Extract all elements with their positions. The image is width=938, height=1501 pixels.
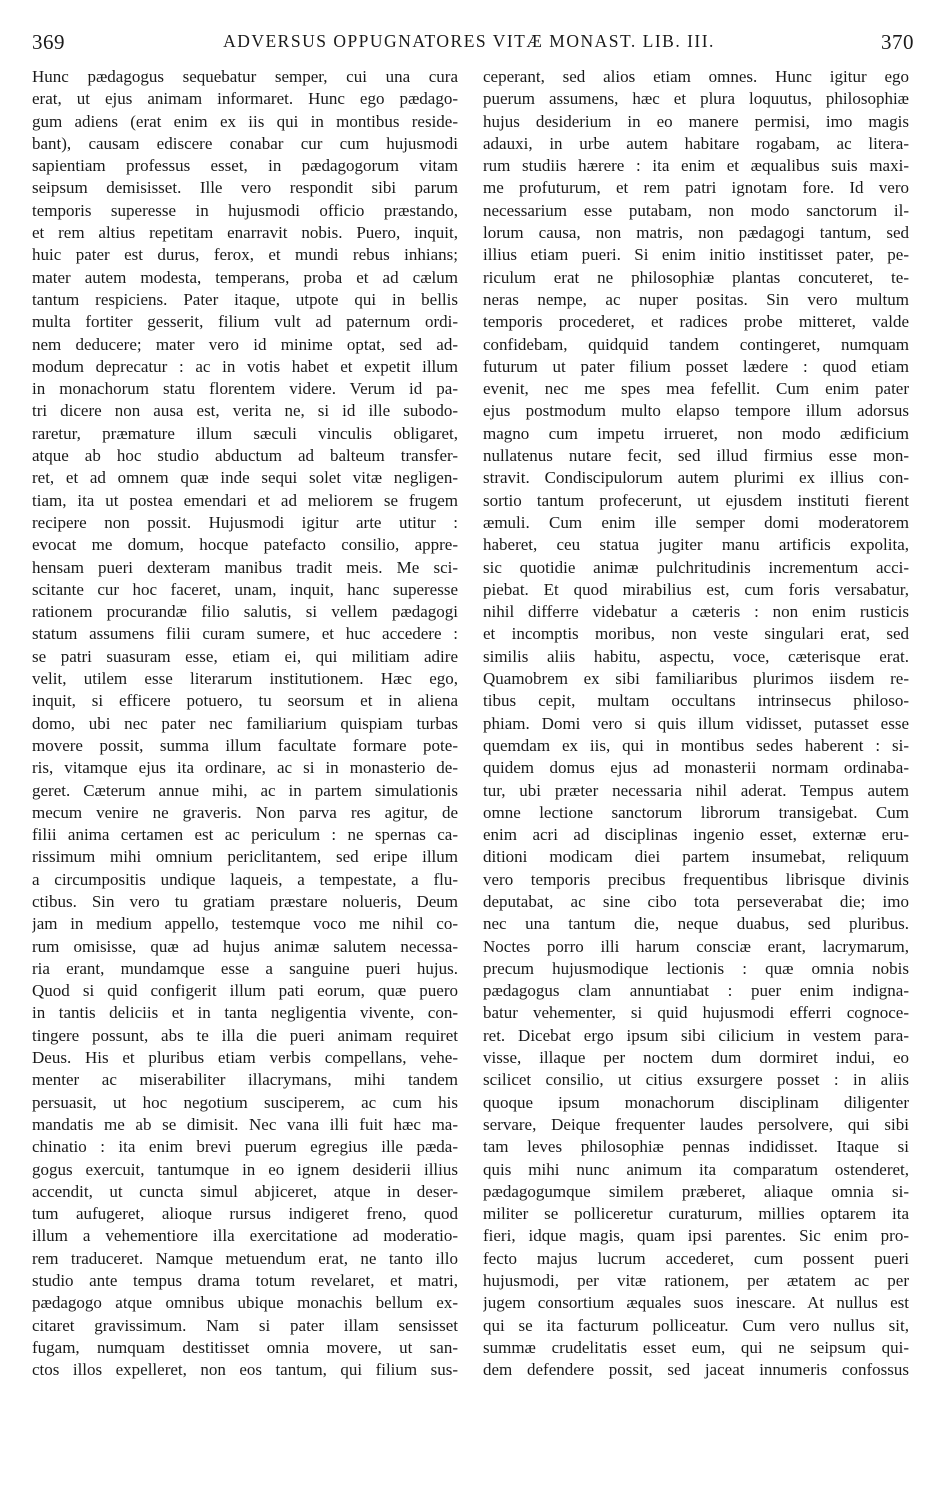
text-line: sapientiam professus esset, in pædagogorum vitam xyxy=(32,156,458,176)
text-line: batur vehementer, si quid hujusmodi efferri cognoce- xyxy=(483,1003,909,1023)
text-line: tiam, ita ut postea emendari et ad meliorem se frugem xyxy=(32,490,458,510)
text-line: vero temporis precibus frequentibus librisque divinis xyxy=(483,869,909,889)
text-line: persuasit, ut hoc negotium susciperem, ac cum his xyxy=(32,1092,458,1112)
text-line: gum adiens (erat enim ex iis qui in montibus reside- xyxy=(32,111,458,131)
text-line: ctos illos expelleret, non eos tantum, qui filium sus- xyxy=(32,1360,458,1380)
text-line: rum studiis hærere : ita enim et æqualibus suis maxi- xyxy=(483,156,909,176)
text-line: visse, illaque per noctem dum dormiret indui, eo xyxy=(483,1048,909,1068)
text-line: me profuturum, et rem patri ignotam fore. Id vero xyxy=(483,178,909,198)
text-line: inquit, si efficere potuero, tu seorsum et in aliena xyxy=(32,691,458,711)
text-line: quoque ipsum monachorum disciplinam diligenter xyxy=(483,1092,909,1112)
text-line: riculum erat ne philosophiæ plantas concuteret, te- xyxy=(483,267,909,287)
text-line: rem traduceret. Namque metuendum erat, ne tanto illo xyxy=(32,1248,458,1268)
text-line: necessarium esse putabam, non modo sanctorum il- xyxy=(483,200,909,220)
text-column-left xyxy=(32,66,458,1496)
text-line: precum hujusmodique lectionis : quæ omnia nobis xyxy=(483,958,909,978)
text-line: mandatis me ab se dimisit. Nec vana illi fuit hæc ma- xyxy=(32,1114,458,1134)
text-line: rissimum mihi omnium periclitantem, sed eripe illum xyxy=(32,847,458,867)
text-line: illum a vehementiore illa exercitatione ad moderatio- xyxy=(32,1226,458,1246)
text-line: similis aliis habitu, aspectu, voce, cæterisque erat. xyxy=(483,646,909,666)
text-line: fecto majus lucrum accederet, cum possent pueri xyxy=(483,1248,909,1268)
text-line: fieri, idque magis, quam ipsi parentes. Sic enim pro- xyxy=(483,1226,909,1246)
text-line: citaret gravissimum. Nam si pater illam sensisset xyxy=(32,1315,458,1335)
text-line: mecum venire ne graveris. Non parva res agitur, de xyxy=(32,802,458,822)
text-line: summæ crudelitatis esset eum, qui ne seipsum qui- xyxy=(483,1337,909,1357)
text-line: ditioni modicam diei partem insumebat, reliquum xyxy=(483,847,909,867)
text-line: hensam pueri dexteram manibus tradit meis. Me sci- xyxy=(32,557,458,577)
text-line: pædagogo atque omnibus ubique monachis bellum ex- xyxy=(32,1293,458,1313)
text-line: ria erant, mundamque esse a sanguine pueri hujus. xyxy=(32,958,458,978)
text-line: qui se ita facturum polliceatur. Cum vero nullus sit, xyxy=(483,1315,909,1335)
text-line: gogus exercuit, tantumque in eo ignem desiderii illius xyxy=(32,1159,458,1179)
text-line: phiam. Domi vero si quis illum vidisset, putasset esse xyxy=(483,713,909,733)
text-line: scitante cur hoc faceret, unam, inquit, hanc superesse xyxy=(32,579,458,599)
text-line: nullatenus nutare fecit, sed illud firmius esse mon- xyxy=(483,446,909,466)
text-line: bant), causam ediscere conabar cur cum hujusmodi xyxy=(32,133,458,153)
text-line: pædagogumque similem præberet, aliaque omnia si- xyxy=(483,1181,909,1201)
page-header xyxy=(0,0,938,60)
text-line: et rem altius repetitam enarravit nobis. Puero, inquit, xyxy=(32,223,458,243)
text-line: omne lectione sanctorum librorum transigebat. Cum xyxy=(483,802,909,822)
text-line: in tantis deliciis et in tanta negligentia vivente, con- xyxy=(32,1003,458,1023)
text-line: illius etiam pueri. Si enim initio institisset pater, pe- xyxy=(483,245,909,265)
text-line: recipere non possit. Hujusmodi igitur arte utitur : xyxy=(32,512,458,532)
text-line: Quamobrem ex sibi familiaribus plurimos iisdem re- xyxy=(483,669,909,689)
text-line: quemdam ex iis, qui in montibus sedes haberent : si- xyxy=(483,735,909,755)
text-line: filii anima certamen est ac periculum : ne spernas ca- xyxy=(32,825,458,845)
text-line: nec una tantum die, neque duabus, sed pluribus. xyxy=(483,914,909,934)
text-line: ret. Dicebat ergo ipsum sibi cilicium in vestem para- xyxy=(483,1025,909,1045)
text-line: tur, ubi præter necessaria nihil aderat. Tempus autem xyxy=(483,780,909,800)
text-line: Noctes porro illi harum consciæ erant, lacrymarum, xyxy=(483,936,909,956)
text-line: velit, utilem esse literarum institutionem. Hæc ego, xyxy=(32,669,458,689)
text-line: geret. Cæterum annue mihi, ac in partem simulationis xyxy=(32,780,458,800)
text-line: menter ac miserabiliter illacrymans, mihi tandem xyxy=(32,1070,458,1090)
text-line: tantum respiciens. Pater itaque, utpote qui in bellis xyxy=(32,289,458,309)
text-line: stravit. Condiscipulorum autem plurimi ex illius con- xyxy=(483,468,909,488)
text-line: sortio tantum profecerunt, ut ejusdem instituti fierent xyxy=(483,490,909,510)
text-line: seipsum demisisset. Ille vero respondit sibi parum xyxy=(32,178,458,198)
text-line: raretur, præmature illum sæculi vinculis obligaret, xyxy=(32,423,458,443)
text-line: hujus desiderium in eo manere permisi, imo magis xyxy=(483,111,909,131)
text-line: puerum assumens, hæc et plura loquutus, philosophiæ xyxy=(483,89,909,109)
text-line: scilicet consilio, ut citius exsurgere posset : in aliis xyxy=(483,1070,909,1090)
text-line: movere possit, summa illum facultate formare pote- xyxy=(32,735,458,755)
text-line: haberet, ceu statua jugiter manu artificis expolita, xyxy=(483,535,909,555)
text-line: ejus postmodum multo elapso tempore illum adorsus xyxy=(483,401,909,421)
text-line: deputabat, ac sine cibo tota perseverabat die; imo xyxy=(483,891,909,911)
text-line: ctibus. Sin vero tu gratiam præstare nolueris, Deum xyxy=(32,891,458,911)
text-line: se patri suasuram esse, etiam ei, qui militiam adire xyxy=(32,646,458,666)
text-line: domo, ubi nec pater nec familiarium quispiam turbas xyxy=(32,713,458,733)
text-line: dem defendere possit, sed jaceat innumeris confossus xyxy=(483,1360,909,1380)
running-title: ADVERSUS OPPUGNATORES VITÆ MONAST. LIB. III. xyxy=(223,31,715,51)
text-line: tingere possunt, abs te illa die pueri animam requiret xyxy=(32,1025,458,1045)
text-line: ret, et ad omnem quæ inde sequi solet vitæ negligen- xyxy=(32,468,458,488)
text-line: æmuli. Cum enim ille semper domi moderatorem xyxy=(483,512,909,532)
text-line: sic quotidie animæ pulchritudinis incrementum acci- xyxy=(483,557,909,577)
text-line: jugem consortium æquales suos inescare. At nullus est xyxy=(483,1293,909,1313)
text-line: pædagogus clam annuntiabat : puer enim indigna- xyxy=(483,981,909,1001)
text-line: enim acri ad disciplinas ingenio esset, externæ eru- xyxy=(483,825,909,845)
text-line: militer se polliceretur curaturum, millies optarem ita xyxy=(483,1204,909,1224)
page-number-right: 370 xyxy=(881,30,914,54)
text-line: statum assumens filii curam sumere, et huc accedere : xyxy=(32,624,458,644)
text-line: nem deducere; mater vero id minime optat, sed ad- xyxy=(32,334,458,354)
text-line: jam in medium appello, testemque voco me nihil co- xyxy=(32,914,458,934)
text-line: temporis procederet, et radices probe mitteret, valde xyxy=(483,312,909,332)
text-line: fugam, numquam destitisset omnia movere, ut san- xyxy=(32,1337,458,1357)
text-line: huic pater est durus, ferox, et mundi rebus inhians; xyxy=(32,245,458,265)
text-line: rum omisisse, quæ ad hujus animæ salutem necessa- xyxy=(32,936,458,956)
text-line: in monachorum statu florentem videre. Verum id pa- xyxy=(32,379,458,399)
text-line: erat, ut ejus animam informaret. Hunc ego pædago- xyxy=(32,89,458,109)
text-line: futurum ut pater filium posset lædere : quod etiam xyxy=(483,356,909,376)
text-line: temporis superesse in hujusmodi officio præstando, xyxy=(32,200,458,220)
text-line: Hunc pædagogus sequebatur semper, cui una cura xyxy=(32,67,458,86)
text-line: adauxi, in urbe autem habitare rogabam, ac litera- xyxy=(483,133,909,153)
text-line: quidem domus ejus ad monasterii normam ordinaba- xyxy=(483,758,909,778)
text-line: evenit, nec me spes mea fefellit. Cum enim pater xyxy=(483,379,909,399)
text-line: mater autem modesta, temperans, proba et ad cælum xyxy=(32,267,458,287)
text-line: Quod si quid configerit illum pati eorum, quæ puero xyxy=(32,981,458,1001)
text-line: neras nempe, ac nuper positas. Sin vero multum xyxy=(483,289,909,309)
text-line: rationem procurandæ filio salutis, si vellem pædagogi xyxy=(32,602,458,622)
text-line: atque ab hoc studio abductum ad balteum transfer- xyxy=(32,446,458,466)
text-line: modum deprecatur : ac in votis habet et expetit illum xyxy=(32,356,458,376)
text-line: ceperant, sed alios etiam omnes. Hunc igitur ego xyxy=(483,67,909,86)
text-line: chinatio : ita enim brevi puerum egregius ille pæda- xyxy=(32,1137,458,1157)
text-line: quis mihi nunc animum ita comparatum ostenderet, xyxy=(483,1159,909,1179)
text-line: accendit, ut cuncta simul abjiceret, atque in deser- xyxy=(32,1181,458,1201)
text-line: studio ante tempus drama totum revelaret, et matri, xyxy=(32,1271,458,1291)
text-line: ris, vitamque ejus ita ordinare, ac si in monasterio de- xyxy=(32,758,458,778)
page-number-left: 369 xyxy=(32,30,65,54)
text-line: hujusmodi, per vitæ rationem, per ætatem ac per xyxy=(483,1271,909,1291)
text-line: tam leves philosophiæ pennas indidisset. Itaque si xyxy=(483,1137,909,1157)
text-line: piebat. Et quod mirabilius est, cum foris versabatur, xyxy=(483,579,909,599)
text-line: a circumpositis undique laqueis, a tempestate, a flu- xyxy=(32,869,458,889)
text-line: tibus cepit, multam occultans intrinsecus philoso- xyxy=(483,691,909,711)
text-line: nihil differre videbatur a cæteris : non enim rusticis xyxy=(483,602,909,622)
text-column-right xyxy=(483,66,909,1496)
text-line: lorum causa, non matris, non pædagogi tantum, sed xyxy=(483,223,909,243)
text-line: tum aufugeret, alioque rursus indigeret freno, quod xyxy=(32,1204,458,1224)
text-line: tri dicere non ausa est, verita ne, si id ille subodo- xyxy=(32,401,458,421)
text-line: multa fortiter gesserit, filium vult ad paternum ordi- xyxy=(32,312,458,332)
text-line: servare, Deique frequenter laudes persolvere, qui sibi xyxy=(483,1114,909,1134)
text-line: Deus. His et pluribus etiam verbis compellans, vehe- xyxy=(32,1048,458,1068)
text-line: evocat me domum, hocque patefacto consilio, appre- xyxy=(32,535,458,555)
text-line: confidebam, quidquid tandem contingeret, numquam xyxy=(483,334,909,354)
text-line: et incomptis moribus, non veste singulari erat, sed xyxy=(483,624,909,644)
text-line: magno cum impetu irrueret, non modo ædificium xyxy=(483,423,909,443)
